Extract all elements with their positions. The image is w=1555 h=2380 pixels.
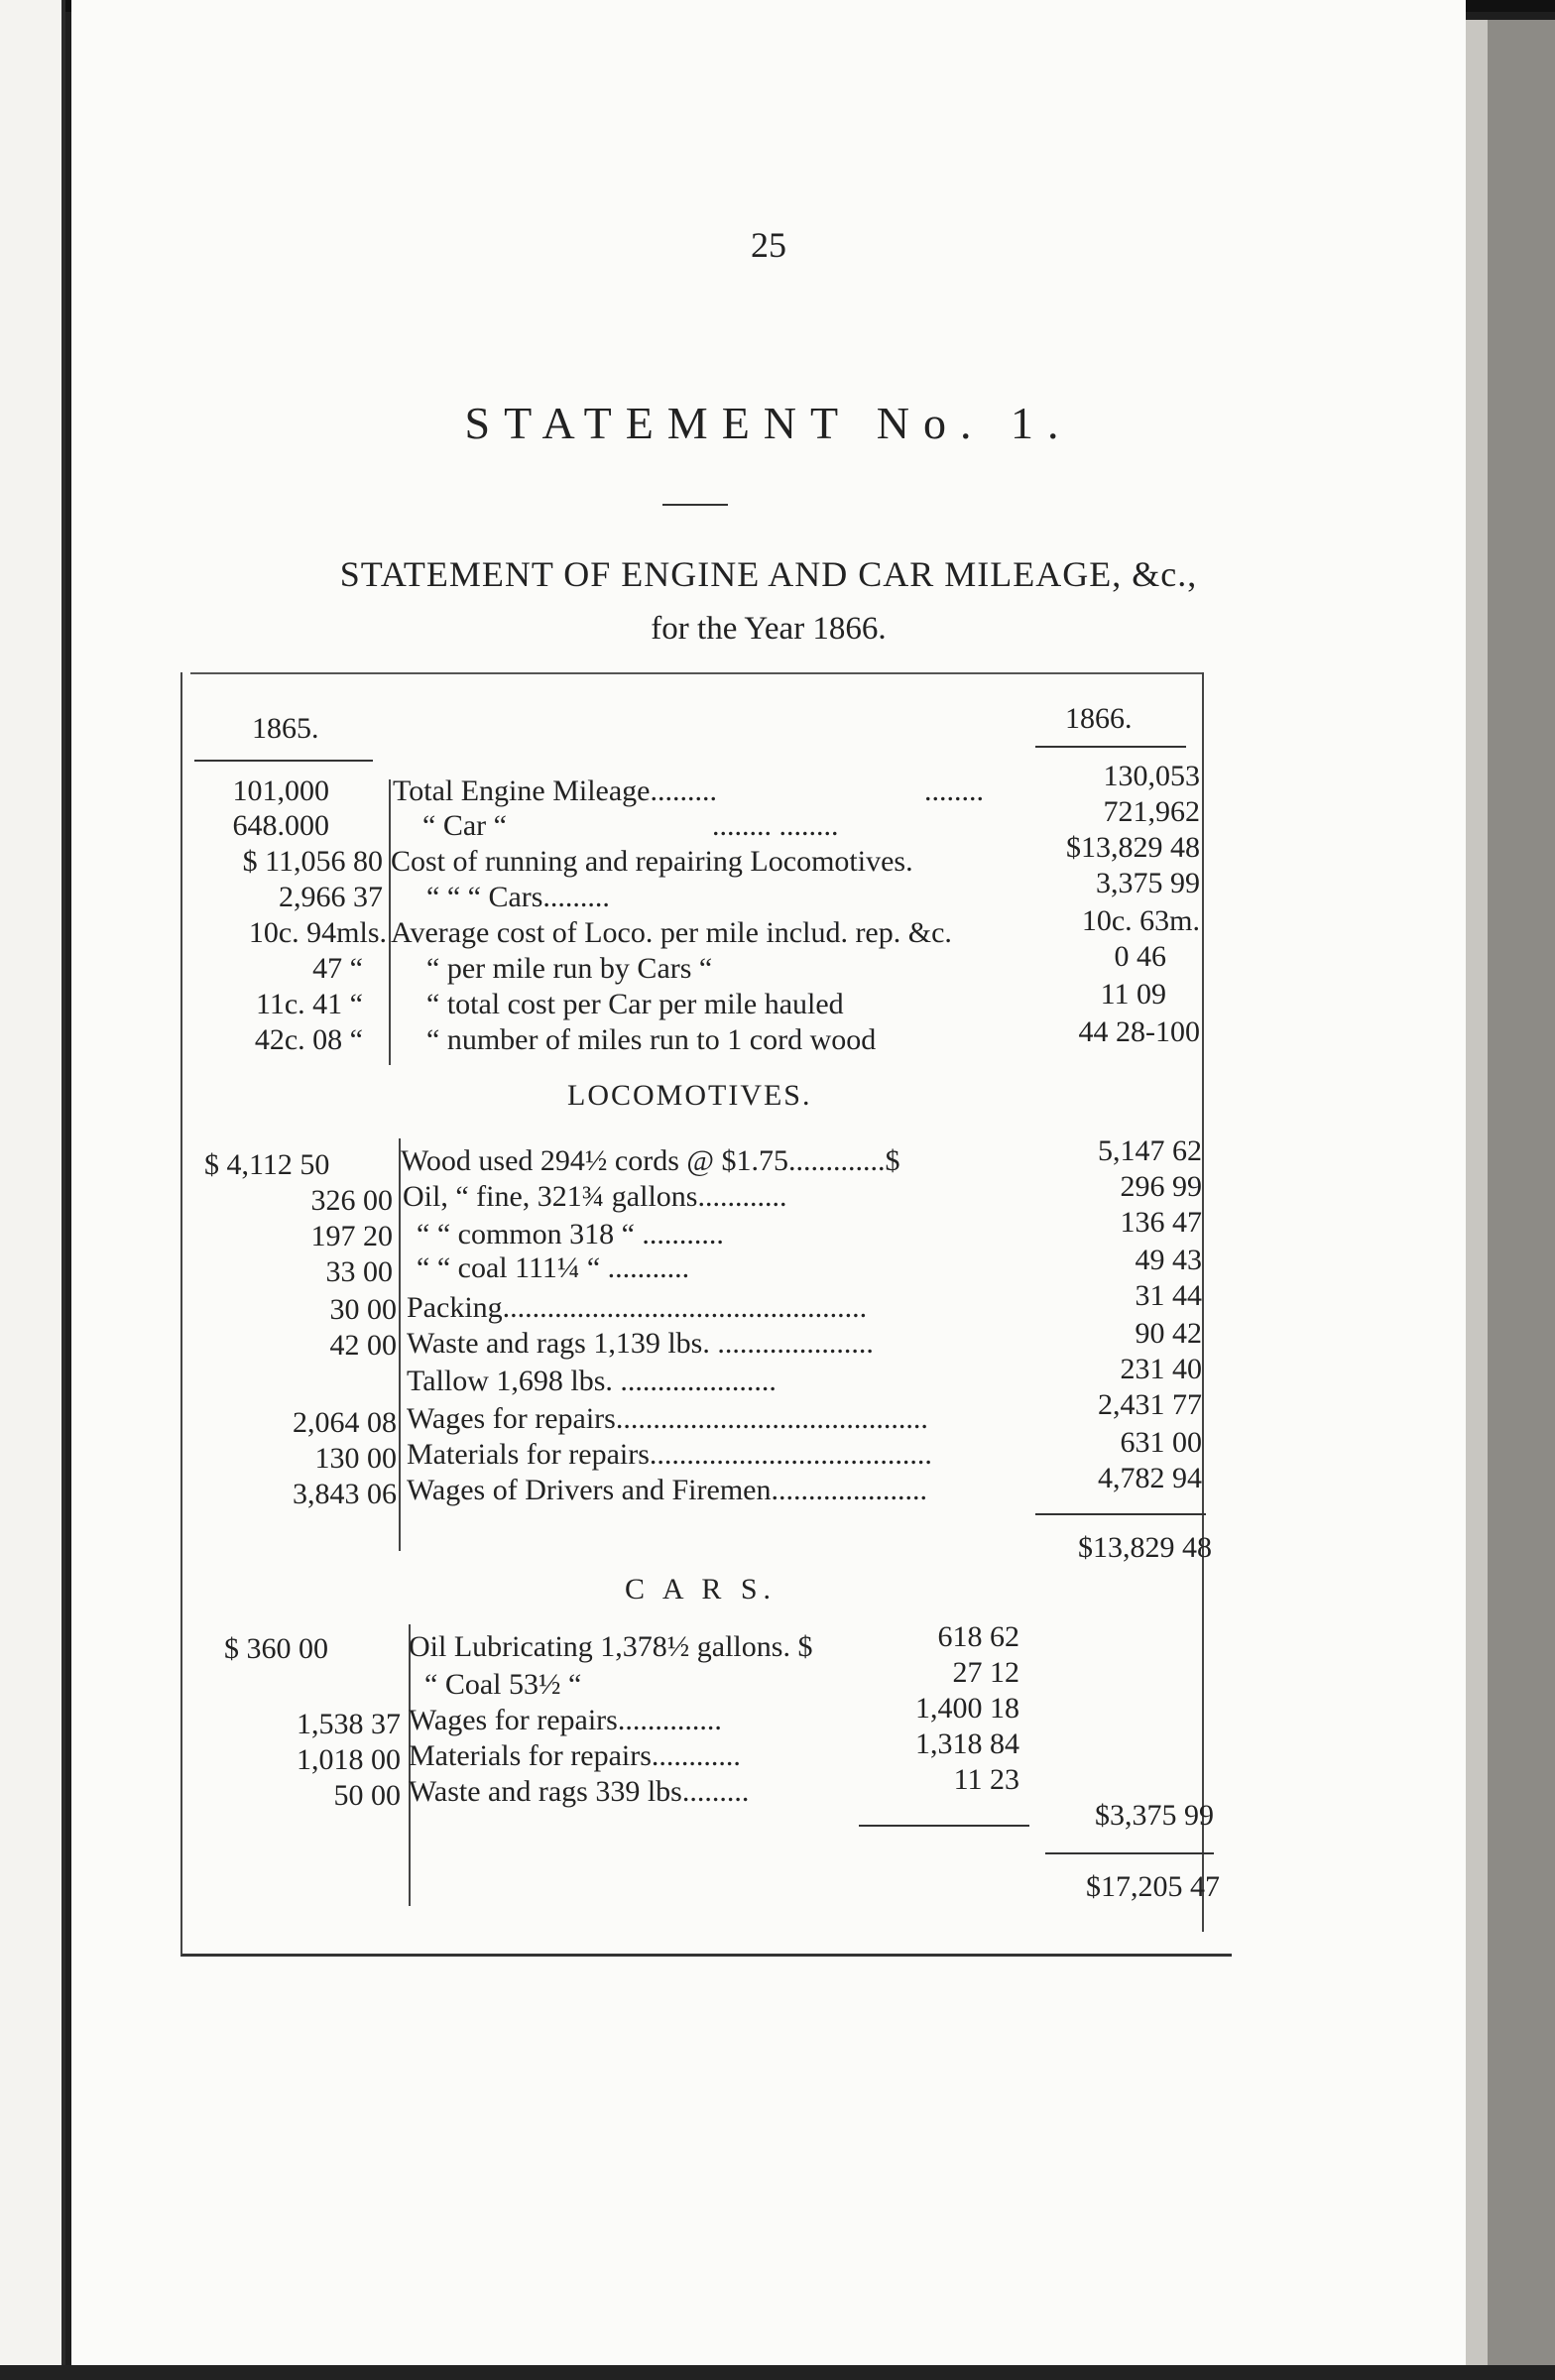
value-1865: $ 11,056 80 (242, 845, 383, 878)
row-description: “ per mile run by Cars “ (426, 952, 713, 985)
value-1866: 31 44 (1135, 1279, 1202, 1312)
row-description: Wood used 294½ cords @ $1.75.............$ (401, 1144, 900, 1177)
value-1866: 10c. 63m. (1081, 904, 1200, 937)
table-right-rule (1202, 672, 1204, 1932)
scan-bottom-edge (0, 2365, 1555, 2380)
value-1866: 44 28-100 (1078, 1015, 1200, 1048)
row-description: Oil Lubricating 1,378½ gallons. $ (409, 1630, 813, 1663)
page-number: 25 (751, 225, 786, 265)
value-1865: 11c. 41 “ (255, 988, 363, 1020)
cars-total: $3,375 99 (1095, 1799, 1214, 1832)
value-1865: 30 00 (329, 1293, 397, 1326)
value-1865: 42 00 (329, 1329, 397, 1362)
statement-subheading: for the Year 1866. (651, 611, 887, 647)
page-edge-highlight (1466, 20, 1488, 2380)
row-description: “ “ coal 111¼ “ ........... (417, 1251, 690, 1284)
row-description: “ “ “ Cars......... (426, 881, 610, 913)
row-leader-dots: ........ ........ (712, 809, 839, 842)
value-1866: 11 09 (1100, 978, 1166, 1011)
row-description: Waste and rags 339 lbs......... (409, 1775, 750, 1808)
value-1865: 2,064 08 (293, 1406, 397, 1439)
value-1865: 50 00 (333, 1779, 401, 1812)
grand-total-rule (1045, 1852, 1214, 1854)
row-description: Wages for repairs.......................................... (407, 1402, 928, 1435)
statement-heading: STATEMENT OF ENGINE AND CAR MILEAGE, &c., (339, 554, 1198, 594)
value-1866: 3,375 99 (1096, 867, 1200, 899)
row-description: “ “ common 318 “ ........... (417, 1218, 724, 1250)
value-1865: 1,018 00 (297, 1743, 401, 1776)
row-description: “ Coal 53½ “ (424, 1668, 582, 1701)
table-top-rule (190, 672, 1202, 674)
row-description: Wages for repairs.............. (409, 1704, 722, 1736)
row-description: Oil, “ fine, 321¾ gallons............ (403, 1180, 787, 1213)
locomotives-title: LOCOMOTIVES. (567, 1079, 812, 1112)
row-description: Materials for repairs...................................... (407, 1438, 932, 1471)
row-description: Wages of Drivers and Firemen..................... (407, 1474, 927, 1506)
value-1865: 648.000 (232, 809, 329, 842)
column-header-rule-right (1035, 746, 1186, 748)
value-1866: 4,782 94 (1098, 1462, 1202, 1494)
value-1866-itemized: 1,400 18 (915, 1692, 1019, 1725)
locomotives-total: $13,829 48 (1078, 1531, 1212, 1564)
value-1865: 10c. 94mls. (248, 916, 387, 949)
value-1865: 42c. 08 “ (254, 1023, 363, 1056)
value-1865: $ 4,112 50 (204, 1148, 330, 1181)
row-description: Tallow 1,698 lbs. ..................... (407, 1365, 777, 1397)
value-1866: 296 99 (1120, 1170, 1202, 1203)
value-1865: $ 360 00 (224, 1632, 328, 1665)
value-1866: 90 42 (1135, 1317, 1202, 1350)
row-description: “ number of miles run to 1 cord wood (426, 1023, 877, 1056)
value-1866: 136 47 (1120, 1206, 1202, 1239)
value-1865: 130 00 (314, 1442, 397, 1475)
value-1865: 1,538 37 (297, 1708, 401, 1740)
value-1866-itemized: 27 12 (952, 1656, 1019, 1689)
value-1866: 130,053 (1103, 760, 1200, 792)
row-leader-dots: ........ (924, 774, 984, 807)
column-header-1866: 1866. (1065, 702, 1133, 735)
value-1865: 2,966 37 (279, 881, 383, 913)
value-1866-itemized: 11 23 (953, 1763, 1019, 1796)
row-description: “ Car “ (422, 809, 507, 842)
row-description: Average cost of Loco. per mile includ. rep. &c. (391, 916, 952, 949)
column-divider-locomotives (399, 1138, 401, 1551)
value-1866: 721,962 (1103, 795, 1200, 828)
cars-subtotal-rule (859, 1825, 1029, 1827)
value-1866-itemized: 1,318 84 (915, 1727, 1019, 1760)
value-1865: 3,843 06 (293, 1478, 397, 1510)
column-header-1865: 1865. (252, 712, 319, 745)
value-1865: 47 “ (312, 952, 363, 985)
row-description: Materials for repairs............ (409, 1739, 741, 1772)
value-1866: 0 46 (1114, 940, 1166, 973)
row-description: “ total cost per Car per mile hauled (426, 988, 844, 1020)
value-1866-itemized: 618 62 (937, 1620, 1019, 1653)
locomotives-subtotal-rule (1035, 1513, 1206, 1515)
value-1866: $13,829 48 (1066, 831, 1200, 864)
value-1866: 631 00 (1120, 1426, 1202, 1459)
value-1865: 101,000 (232, 774, 329, 807)
value-1866: 2,431 77 (1098, 1388, 1202, 1421)
title-rule (662, 504, 728, 506)
book-spine-margin (0, 0, 65, 2380)
column-header-rule-left (194, 760, 373, 762)
grand-total: $17,205 47 (1086, 1870, 1220, 1903)
cars-title: C A R S. (625, 1573, 778, 1606)
value-1866: 231 40 (1120, 1353, 1202, 1385)
value-1866: 5,147 62 (1098, 1134, 1202, 1167)
value-1865: 326 00 (310, 1184, 393, 1217)
row-description: Packing................................................. (407, 1291, 868, 1324)
statement-title: STATEMENT No. 1. (464, 398, 1073, 448)
value-1866: 49 43 (1135, 1244, 1202, 1276)
row-description: Waste and rags 1,139 lbs. ..................... (407, 1327, 874, 1360)
row-description: Total Engine Mileage......... (393, 774, 717, 807)
row-description: Cost of running and repairing Locomotives. (391, 845, 913, 878)
value-1865: 33 00 (325, 1255, 393, 1288)
value-1865: 197 20 (310, 1220, 393, 1252)
